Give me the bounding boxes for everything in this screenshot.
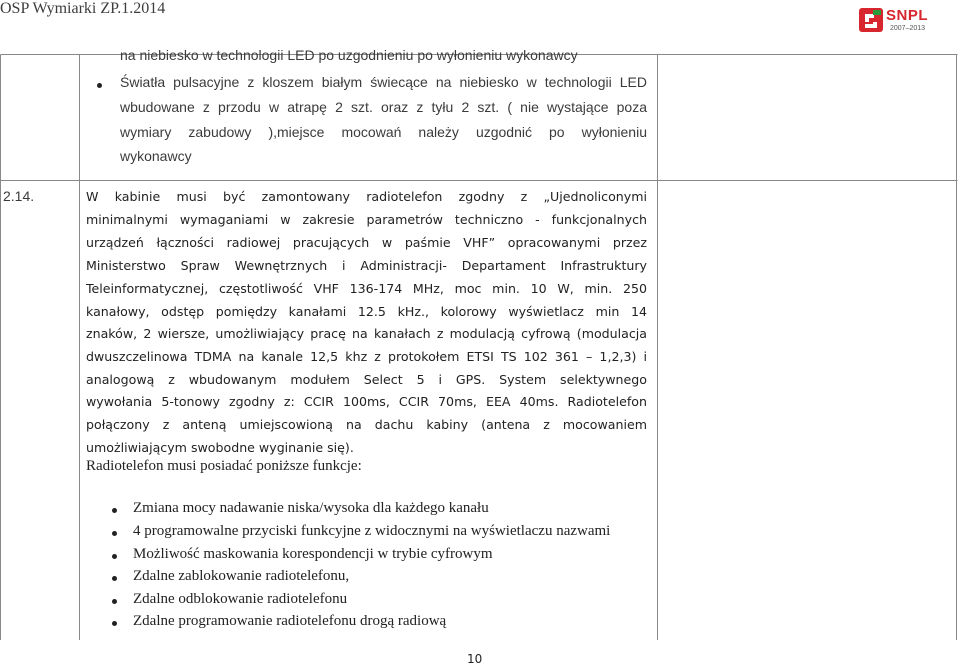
prev-bullet-line-3: wymiary zabudowy ),miejsce mocowań należy uzgodnić po wyłonieniu bbox=[120, 124, 647, 140]
bullet-dot bbox=[112, 554, 117, 559]
item-number: 2.14. bbox=[3, 188, 35, 204]
paragraph-line-6: kanałowy, odstęp pomiędzy kanałami 12.5 kHz., kolorowy wyświetlacz min 14 bbox=[86, 304, 647, 319]
paragraph-line-5: Teleinformatycznej, częstotliwość VHF 136-174 MHz, moc min. 10 W, min. 250 bbox=[86, 281, 647, 296]
function-item-4: Zdalne zablokowanie radiotelefonu, bbox=[133, 568, 350, 584]
paragraph-line-9: analogową z wbudowanym modułem Select 5 i GPS. System selektywnego bbox=[86, 372, 647, 387]
function-item-2: 4 programowalne przyciski funkcyjne z widocznymi na wyświetlaczu nazwami bbox=[133, 523, 611, 539]
paragraph-line-12: umożliwiającym swobodne wyginanie się). bbox=[86, 440, 354, 455]
function-item-5: Zdalne odblokowanie radiotelefonu bbox=[133, 591, 348, 607]
prev-bullet-line-1: Światła pulsacyjne z kloszem białym świecące na niebiesko w technologii LED bbox=[120, 74, 647, 90]
logo-years: 2007–2013 bbox=[890, 25, 926, 32]
paragraph-line-3: urządzeń łączności radiowej pracujących w paśmie VHF” opracowanymi przez bbox=[86, 235, 647, 250]
paragraph-line-2: minimalnymi wymaganiami w zakresie parametrów techniczno - funkcjonalnych bbox=[86, 212, 647, 227]
page-number: 10 bbox=[467, 652, 483, 666]
prev-bullet-line-4: wykonawcy bbox=[120, 148, 192, 164]
paragraph-line-8: dwuszczelinowa TDMA na kanale 12,5 khz z protokołem ETSI TS 102 361 – 1,2,3) i bbox=[86, 349, 647, 364]
paragraph-line-4: Ministerstwo Spraw Wewnętrznych i Administracji- Departament Infrastruktury bbox=[86, 258, 647, 273]
logo-text: SNPL bbox=[886, 7, 929, 24]
prev-line-0: na niebiesko w technologii LED po uzgodnieniu po wyłonieniu wykonawcy bbox=[120, 47, 578, 63]
prev-bullet-line-2: wbudowane z przodu w atrapę 2 szt. oraz z tyłu 2 szt. ( nie wystające poza bbox=[120, 99, 647, 115]
paragraph-line-10: wywołania 5-tonowy zgodny z: CCIR 100ms, CCIR 70ms, EEA 40ms. Radiotelefon bbox=[86, 394, 647, 409]
bullet-dot bbox=[112, 531, 117, 536]
bullet-dot bbox=[97, 83, 102, 88]
function-item-1: Zmiana mocy nadawanie niska/wysoka dla każdego kanału bbox=[133, 500, 489, 516]
function-item-3: Możliwość maskowania korespondencji w trybie cyfrowym bbox=[133, 546, 493, 562]
paragraph-line-11: połączony z anteną umiejscowioną na dachu kabiny (antena z mocowaniem bbox=[86, 417, 647, 432]
paragraph-line-7: znaków, 2 wiersze, umożliwiający pracę na kanałach z modulacją cyfrową (modulacja bbox=[86, 326, 647, 341]
function-item-6: Zdalne programowanie radiotelefonu drogą radiową bbox=[133, 613, 447, 629]
functions-intro: Radiotelefon musi posiadać poniższe funkcje: bbox=[86, 458, 362, 474]
bullet-dot bbox=[112, 508, 117, 513]
paragraph-line-1: W kabinie musi być zamontowany radiotelefon zgodny z „Ujednoliconymi bbox=[86, 189, 647, 204]
bullet-dot bbox=[112, 576, 117, 581]
document-title: OSP Wymiarki ZP.1.2014 bbox=[0, 0, 166, 17]
bullet-dot bbox=[112, 599, 117, 604]
bullet-dot bbox=[112, 621, 117, 626]
